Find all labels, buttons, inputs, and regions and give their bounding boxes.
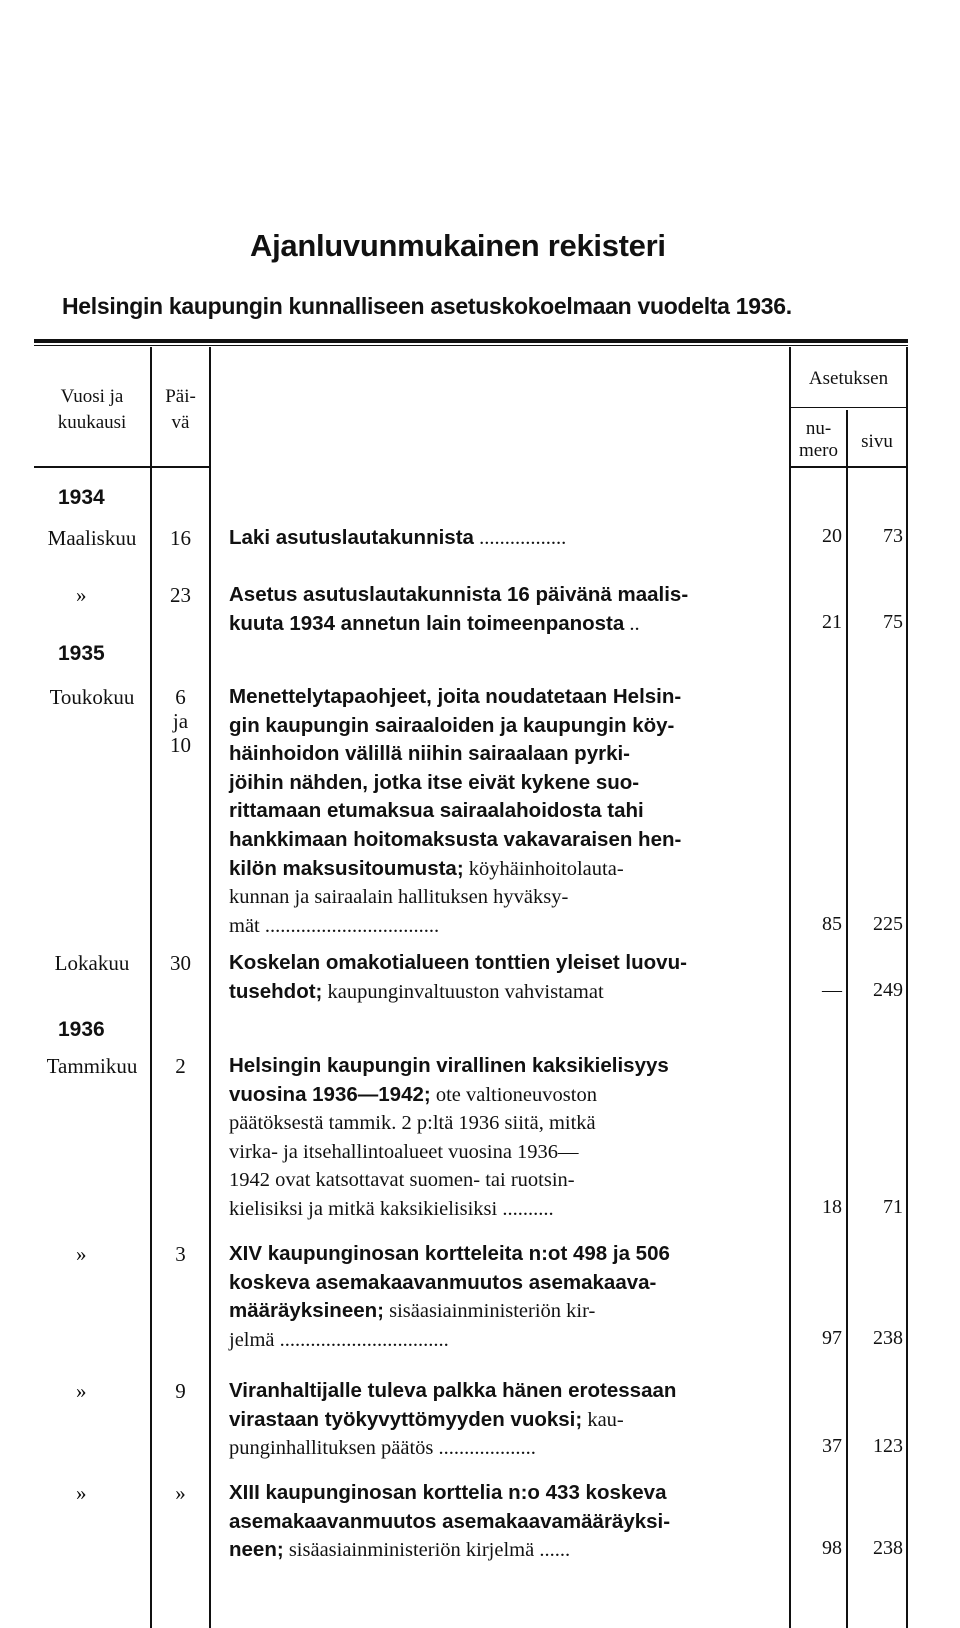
row-day: 3 — [175, 1242, 186, 1266]
description-bold-text: kilön maksusitoumusta; — [229, 856, 464, 880]
description-line — [229, 740, 784, 769]
description-line — [229, 1377, 784, 1406]
row-sivu: 73 — [883, 525, 903, 547]
row-day: 10 — [170, 733, 191, 757]
description-line — [229, 1326, 784, 1355]
header-period — [34, 384, 150, 436]
description-text: mät .................................. — [229, 914, 440, 937]
description-line — [229, 912, 784, 941]
header-period-line1: Vuosi ja — [60, 386, 124, 407]
description-line — [229, 883, 784, 912]
year-label-1934: 1934 — [58, 486, 105, 509]
description-line — [229, 1536, 784, 1565]
description-text: virka- ja itsehallintoalueet vuosina 1936— — [229, 1140, 579, 1163]
row-day: ja — [172, 709, 189, 733]
row-month: » — [76, 1481, 87, 1505]
description-line — [229, 769, 784, 798]
header-numero-line2: mero — [798, 440, 839, 461]
description-bold-text: häinhoidon välillä niihin sairaalaan pyrki- — [229, 742, 630, 766]
description-text: jelmä ................................. — [229, 1328, 449, 1351]
header-bottom-rule-left — [34, 466, 210, 468]
description-line — [229, 1269, 784, 1298]
top-rule-thick — [34, 339, 908, 343]
description-bold-text: vuosina 1936—1942; — [229, 1082, 431, 1106]
row-numero: 97 — [822, 1326, 842, 1349]
description-bold-text: kuuta 1934 annetun lain toimeenpanosta — [229, 611, 625, 635]
header-numero — [791, 418, 846, 462]
description-line — [229, 855, 784, 884]
description-bold-text: Helsingin kaupungin virallinen kaksikielisyys — [229, 1054, 669, 1077]
row-day: 9 — [175, 1379, 186, 1403]
description-line — [229, 1195, 784, 1224]
header-day-line2: vä — [171, 412, 190, 433]
row-day: 23 — [170, 583, 191, 607]
description-line — [229, 1508, 784, 1537]
row-sivu: 238 — [873, 1326, 903, 1349]
row-description — [229, 1479, 784, 1565]
description-bold-text: tusehdot; — [229, 979, 323, 1003]
description-line — [229, 1434, 784, 1463]
row-month: » — [76, 1242, 87, 1266]
header-day-line1: Päi- — [165, 386, 196, 407]
description-bold-text: Menettelytapaohjeet, joita noudatetaan Helsin- — [229, 685, 682, 708]
header-sivu: sivu — [861, 431, 893, 452]
row-month: Lokakuu — [54, 951, 130, 975]
page-subtitle: Helsingin kaupungin kunnalliseen asetuskokoelmaan vuodelta 1936. — [62, 293, 792, 319]
row-numero: 98 — [822, 1537, 842, 1560]
description-bold-text: hankkimaan hoitomaksusta vakavaraisen hen- — [229, 827, 682, 851]
description-text: kielisiksi ja mitkä kaksikielisiksi .......... — [229, 1197, 554, 1220]
row-month: » — [76, 583, 87, 607]
col-divider-numero — [846, 410, 848, 1628]
year-label-1936: 1936 — [58, 1018, 105, 1041]
description-line — [229, 1138, 784, 1167]
col-divider-day — [209, 347, 211, 1628]
description-line — [229, 1297, 784, 1326]
row-day: 6 — [175, 685, 186, 709]
description-text: päätöksestä tammik. 2 p:ltä 1936 siitä, mitkä — [229, 1112, 596, 1135]
row-month: Maaliskuu — [47, 526, 137, 550]
description-line — [229, 1081, 784, 1110]
description-line — [229, 610, 784, 639]
description-bold-text: gin kaupungin sairaaloiden ja kaupungin köy- — [229, 713, 675, 737]
row-numero: 37 — [822, 1435, 842, 1458]
description-text: ................. — [473, 527, 567, 549]
description-line — [229, 712, 784, 741]
row-numero: 21 — [822, 610, 842, 633]
row-day: 2 — [175, 1054, 186, 1078]
row-sivu: 71 — [883, 1196, 903, 1218]
row-sivu: 75 — [883, 610, 903, 633]
description-line — [229, 949, 784, 978]
row-sivu: 238 — [873, 1537, 903, 1560]
description-text: punginhallituksen päätös ................... — [229, 1437, 536, 1460]
description-line — [229, 826, 784, 855]
description-bold-text: Koskelan omakotialueen tonttien yleiset luovu- — [229, 951, 687, 974]
description-bold-text: virastaan työkyvyttömyyden vuoksi; — [229, 1407, 583, 1431]
col-divider-desc — [789, 347, 791, 1628]
row-month: Tammikuu — [46, 1054, 138, 1078]
year-label-1935: 1935 — [58, 642, 105, 665]
col-divider-right — [906, 347, 908, 1628]
row-description — [229, 1240, 784, 1354]
description-text: sisäasiainministeriön kirjelmä ...... — [283, 1539, 571, 1562]
description-line — [229, 581, 784, 610]
row-description — [229, 1052, 784, 1224]
row-day: » — [175, 1481, 186, 1505]
description-bold-text: XIV kaupunginosan kortteleita n:ot 498 ja 506 — [229, 1242, 670, 1265]
row-day: 30 — [170, 951, 191, 975]
header-day — [152, 384, 209, 436]
description-bold-text: Asetus asutuslautakunnista 16 päivänä maalis- — [229, 583, 689, 606]
description-bold-text: rittamaan etumaksua sairaalahoidosta tahi — [229, 799, 644, 823]
row-sivu: 225 — [873, 912, 903, 935]
description-line — [229, 1052, 784, 1081]
description-line — [229, 1166, 784, 1195]
description-text: kaupunginvaltuuston vahvistamat — [322, 980, 604, 1003]
header-bottom-rule-right — [790, 466, 908, 468]
row-numero: 85 — [822, 912, 842, 935]
description-text: sisäasiainministeriön kir- — [383, 1300, 596, 1323]
description-line — [229, 1109, 784, 1138]
description-bold-text: XIII kaupunginosan korttelia n:o 433 koskeva — [229, 1481, 667, 1504]
row-description — [229, 683, 784, 940]
description-line — [229, 683, 784, 712]
description-line — [229, 797, 784, 826]
description-bold-text: koskeva asemakaavanmuutos asemakaava- — [229, 1270, 657, 1294]
row-numero: — — [822, 978, 842, 1001]
description-bold-text: määräyksineen; — [229, 1299, 384, 1323]
header-asetuksen: Asetuksen — [808, 368, 889, 389]
row-month: Toukokuu — [49, 685, 135, 709]
row-day: 16 — [170, 526, 191, 550]
page-title: Ajanluvunmukainen rekisteri — [250, 228, 666, 263]
description-line — [229, 524, 784, 553]
description-line — [229, 1479, 784, 1508]
description-text: kunnan ja sairaalain hallituksen hyväksy- — [229, 886, 569, 909]
row-description — [229, 581, 784, 638]
top-rule-thin — [34, 345, 908, 346]
description-bold-text: neen; — [229, 1538, 284, 1562]
description-bold-text: jöihin nähden, jotka itse eivät kykene suo- — [229, 770, 640, 794]
description-bold-text: asemakaavanmuutos asemakaavamääräyksi- — [229, 1509, 671, 1533]
row-description — [229, 949, 784, 1006]
asetuksen-rule — [790, 407, 908, 408]
description-text: kau- — [582, 1408, 624, 1431]
header-period-line2: kuukausi — [57, 412, 127, 433]
description-bold-text: Laki asutuslautakunnista — [229, 526, 474, 549]
description-line — [229, 978, 784, 1007]
row-description — [229, 1377, 784, 1463]
row-sivu: 249 — [873, 978, 903, 1001]
description-text: 1942 ovat katsottavat suomen- tai ruotsin- — [229, 1169, 575, 1192]
row-month: » — [76, 1379, 87, 1403]
header-numero-line1: nu- — [805, 418, 832, 439]
description-line — [229, 1406, 784, 1435]
description-line — [229, 1240, 784, 1269]
row-numero: 20 — [822, 525, 842, 547]
description-text: .. — [624, 612, 640, 635]
description-bold-text: Viranhaltijalle tuleva palkka hänen erotessaan — [229, 1379, 677, 1402]
description-text: ote valtioneuvoston — [430, 1083, 597, 1106]
row-numero: 18 — [822, 1196, 842, 1218]
row-description — [229, 524, 784, 553]
description-text: köyhäinhoitolauta- — [463, 857, 624, 880]
row-sivu: 123 — [873, 1435, 903, 1458]
